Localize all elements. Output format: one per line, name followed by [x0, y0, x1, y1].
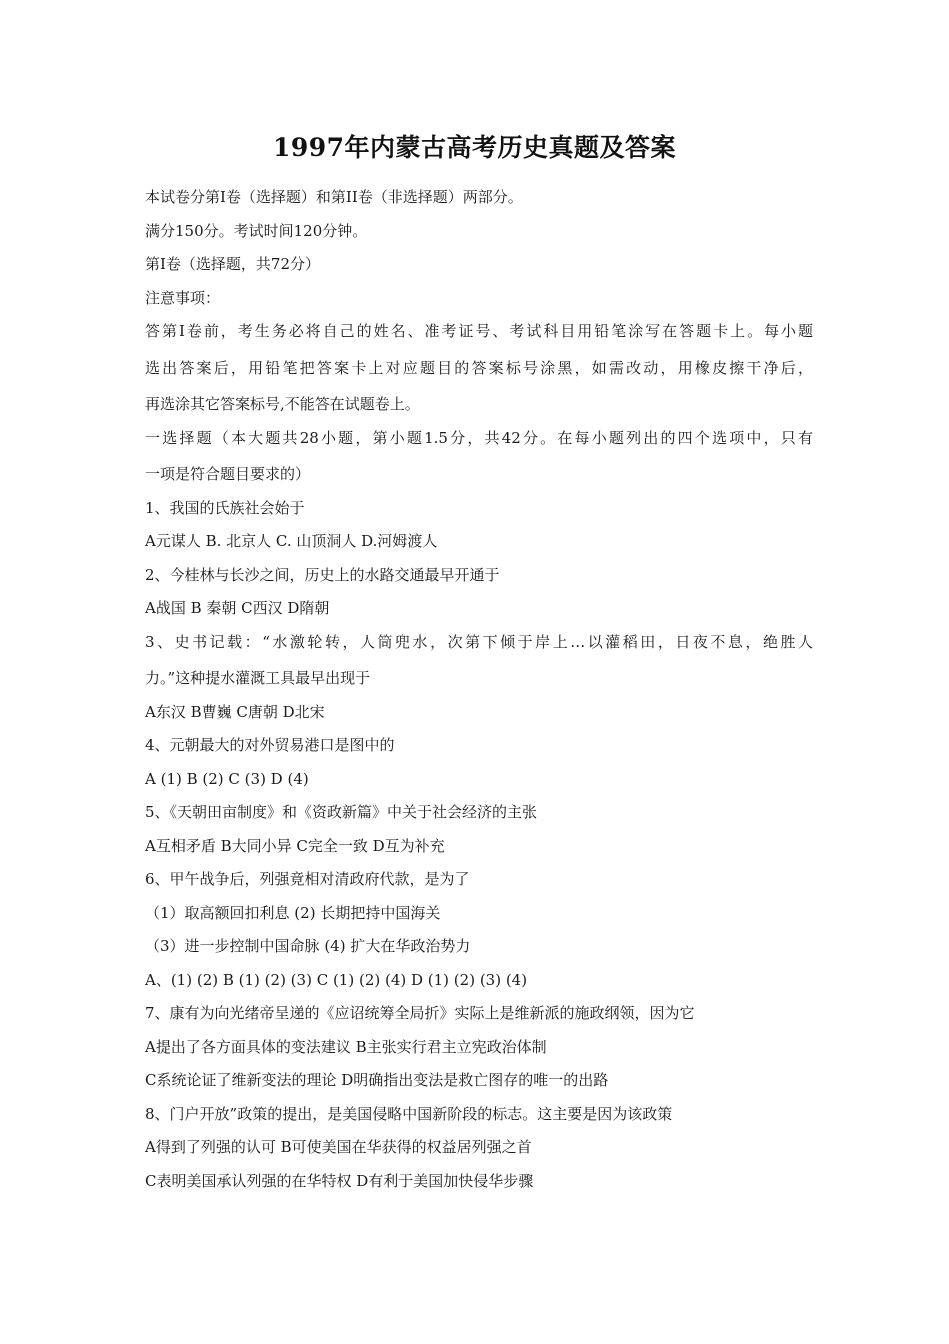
text-line: A互相矛盾 B大同小异 C完全一致 D互为补充 [145, 836, 445, 855]
text-line: 第Ⅰ卷（选择题，共72分） [145, 255, 321, 273]
text-line: 力。”这种提水灌溉工具最早出现于 [145, 669, 371, 687]
text-line: A得到了列强的认可 B可使美国在华获得的权益居列强之首 [145, 1138, 532, 1156]
text-line: 7、康有为向光绪帝呈递的《应诏统筹全局折》实际上是维新派的施政纲领，因为它 [145, 1004, 695, 1022]
text-line: 满分150分。考试时间120分钟。 [145, 221, 368, 240]
text-line: 8、门户开放”政策的提出，是美国侵略中国新阶段的标志。这主要是因为该政策 [145, 1104, 673, 1123]
text-line: 再选涂其它答案标号,不能答在试题卷上。 [145, 395, 420, 413]
text-line: （1）取高额回扣利息 (2) 长期把持中国海关 [145, 903, 441, 922]
text-line: 注意事项： [145, 288, 221, 307]
text-line: C表明美国承认列强的在华特权 D有利于美国加快侵华步骤 [145, 1171, 534, 1190]
document-body [145, 186, 813, 1203]
text-line: A元谋人 B. 北京人 C. 山顶洞人 D.河姆渡人 [145, 532, 438, 550]
document-title: 1997年内蒙古高考历史真题及答案 [272, 133, 677, 162]
text-line: 4、元朝最大的对外贸易港口是图中的 [145, 736, 395, 754]
text-line: A东汉 B曹巍 C唐朝 D北宋 [145, 702, 325, 721]
text-line: C系统论证了维新变法的理论 D明确指出变法是救亡图存的唯一的出路 [145, 1071, 609, 1089]
text-line: A (1) B (2) C (3) D (4) [145, 769, 309, 788]
text-line: 一选择题（本大题共28小题，第小题1.5分，共42分。在每小题列出的四个选项中，只有 [145, 428, 813, 447]
text-line: 2、今桂林与长沙之间，历史上的水路交通最早开通于 [145, 565, 500, 584]
text-line: 1、我国的氏族社会始于 [145, 498, 305, 517]
text-line: A、(1) (2) B (1) (2) (3) C (1) (2) (4) D (1) (2) (3) (4) [145, 970, 528, 989]
text-line: 5、《天朝田亩制度》和《资政新篇》中关于社会经济的主张 [145, 803, 538, 821]
text-line: 6、甲午战争后，列强竟相对清政府代款，是为了 [145, 870, 470, 888]
text-line: 本试卷分第Ⅰ卷（选择题）和第II卷（非选择题）两部分。 [145, 188, 523, 206]
text-line: 选出答案后，用铅笔把答案卡上对应题目的答案标号涂黑，如需改动，用橡皮擦干净后， [145, 358, 813, 377]
text-line: A战国 B 秦朝 C西汉 D隋朝 [145, 599, 330, 617]
text-line: A提出了各方面具体的变法建议 B主张实行君主立宪政治体制 [145, 1037, 547, 1056]
text-line: （3）进一步控制中国命脉 (4) 扩大在华政治势力 [145, 937, 471, 955]
text-line: 一项是符合题目要求的） [145, 465, 311, 483]
text-line: 答第Ⅰ卷前，考生务必将自己的姓名、准考证号、考试科目用铅笔涂写在答题卡上。每小题 [145, 322, 813, 340]
text-line: 3、史书记载：“水激轮转，人筒兜水，次第下倾于岸上…以灌稻田，日夜不息，绝胜人 [145, 632, 813, 651]
